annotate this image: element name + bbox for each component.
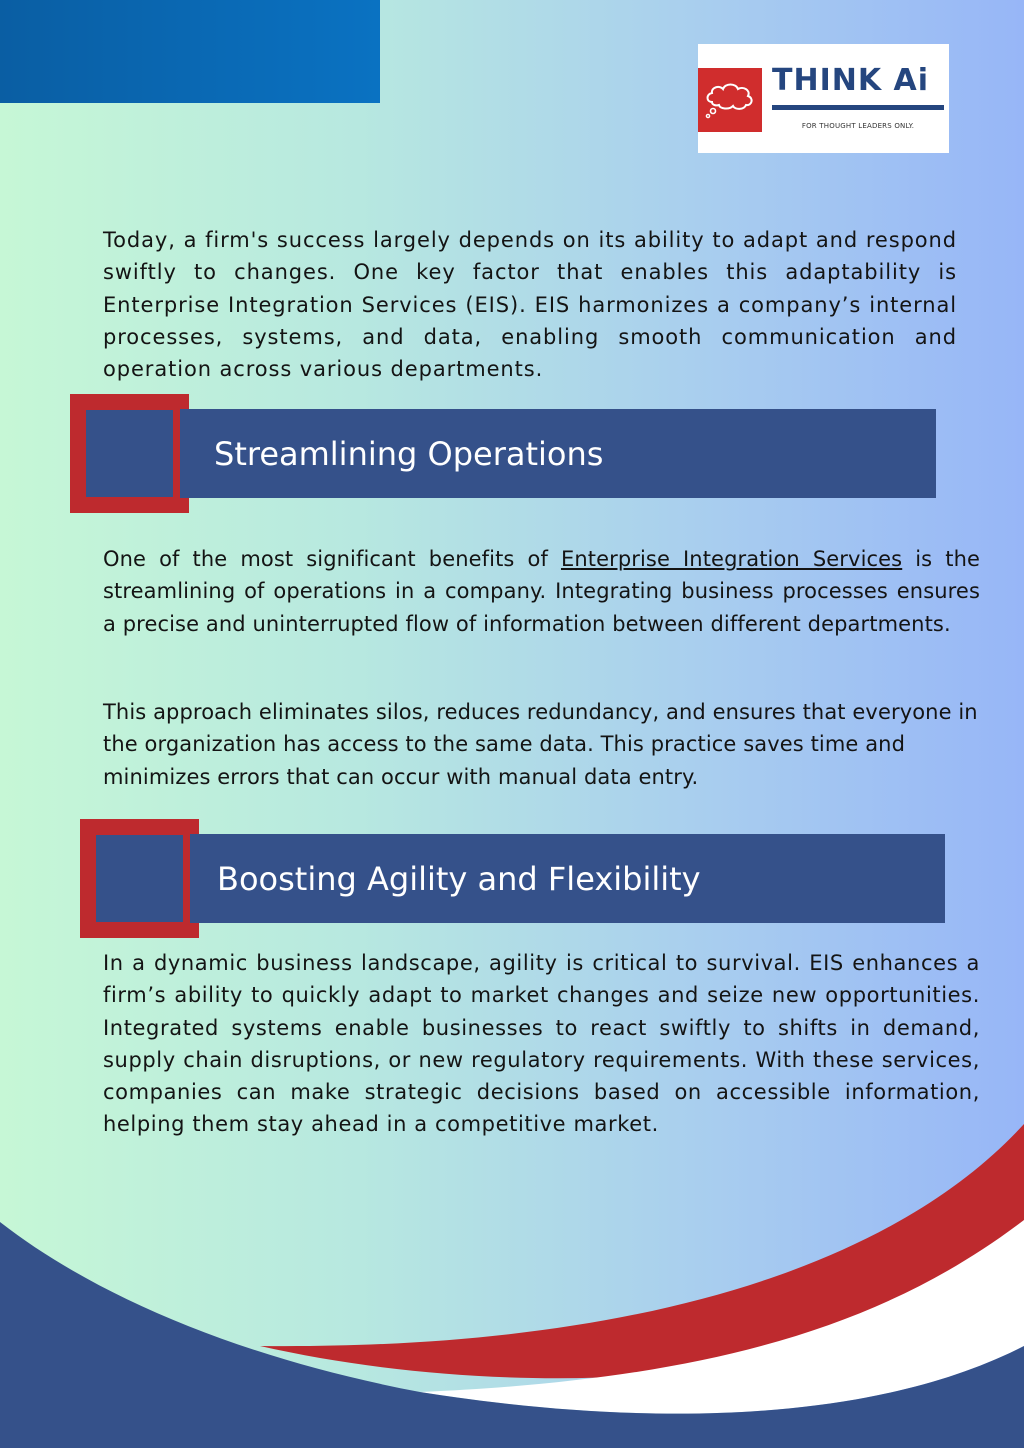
intro-paragraph: Today, a firm's success largely depends on its ability to adapt and respond swiftly to changes. One key factor that enables this adaptability is Enterprise Integration Services (EIS). EIS harmonizes a company’s internal processes, systems, and data, enabling smooth communication and operation across various departments. (103, 228, 957, 382)
section1-para1-lead: One of the most significant benefits of (103, 547, 561, 571)
section2-heading: Boosting Agility and Flexibility (217, 860, 701, 898)
decorative-wave-footer (0, 1100, 1024, 1448)
section1-accent-square (70, 394, 189, 513)
section2-accent-square (80, 819, 199, 938)
section2-paragraph: In a dynamic business landscape, agility is critical to survival. EIS enhances a firm’s ability to quickly adapt to market changes and seize new opportunities. Integrated systems enable businesses to react swiftly to shifts in demand, supply chain disruptions, or new regulatory requirements. With these services, companies can make strategic decisions based on accessible information, helping them stay ahead in a competitive market. (103, 951, 980, 1137)
logo-wordmark: THINK Ai (772, 63, 930, 98)
section1-para1-rest: is the streamlining of operations in a company. Integrating business processes ensures a precise and uninterrupted flow of information between different departments. (103, 547, 981, 636)
section1-paragraph-2: This approach eliminates silos, reduces redundancy, and ensures that everyone in the organization has access to the same data. This practice saves time and minimizes errors that can occur with manual data entry. (103, 700, 978, 789)
logo-tagline: FOR THOUGHT LEADERS ONLY. (801, 122, 915, 130)
section1-heading: Streamlining Operations (214, 435, 604, 473)
top-accent-bar (0, 0, 380, 103)
thought-cloud-icon (698, 68, 762, 132)
think-ai-logo (698, 44, 949, 153)
section1-paragraph-1 (103, 543, 980, 640)
eis-link[interactable]: Enterprise Integration Services (560, 547, 903, 571)
logo-divider (772, 105, 944, 110)
